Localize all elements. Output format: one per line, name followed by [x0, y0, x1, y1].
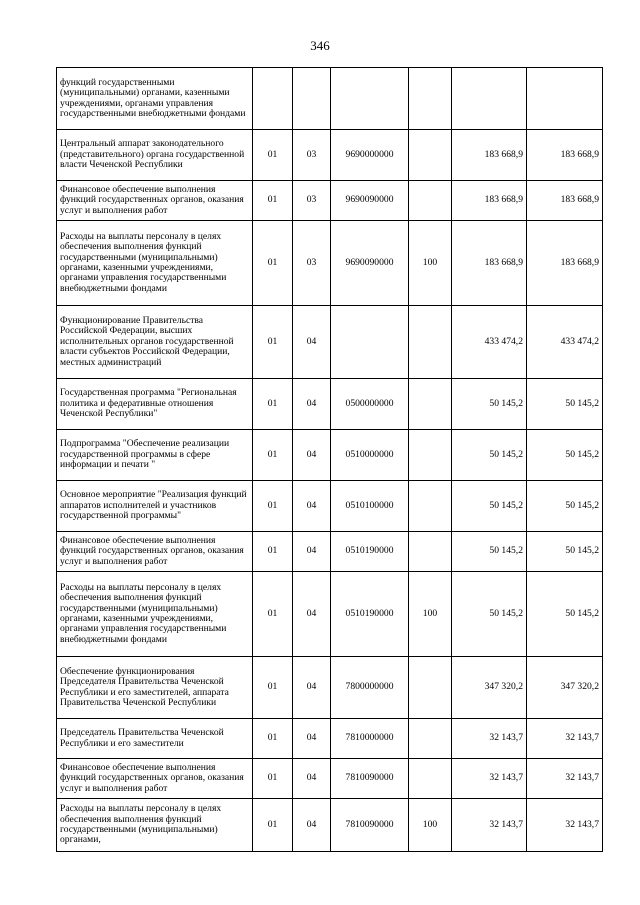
cell-subsection: [293, 68, 331, 130]
cell-subsection: 03: [293, 130, 331, 181]
table-row: [57, 799, 603, 852]
cell-target-article: 7810000000: [331, 719, 409, 759]
cell-amount-2: 183 668,9: [527, 130, 603, 181]
cell-amount-2: 433 474,2: [527, 306, 603, 379]
cell-amount-2: 50 145,2: [527, 572, 603, 657]
cell-section: 01: [253, 181, 293, 221]
cell-expense-type: [409, 532, 452, 572]
cell-target-article: 0510190000: [331, 572, 409, 657]
cell-amount-2: 183 668,9: [527, 221, 603, 306]
cell-target-article: 9690000000: [331, 130, 409, 181]
cell-target-article: 7810090000: [331, 799, 409, 852]
cell-expense-type: [409, 657, 452, 719]
cell-amount-1: 183 668,9: [452, 221, 527, 306]
cell-amount-1: 50 145,2: [452, 572, 527, 657]
cell-name: Государственная программа "Региональная политика и федеративные отношения Чеченской Республики": [57, 379, 253, 430]
cell-amount-1: 32 143,7: [452, 799, 527, 852]
cell-subsection: 04: [293, 379, 331, 430]
table-body: [57, 68, 603, 852]
table-row: [57, 657, 603, 719]
cell-amount-1: 183 668,9: [452, 130, 527, 181]
cell-subsection: 04: [293, 481, 331, 532]
cell-amount-1: 50 145,2: [452, 532, 527, 572]
cell-amount-1: 50 145,2: [452, 481, 527, 532]
cell-amount-2: 50 145,2: [527, 379, 603, 430]
table-row: [57, 306, 603, 379]
cell-expense-type: [409, 759, 452, 799]
cell-target-article: 9690090000: [331, 181, 409, 221]
cell-expense-type: [409, 379, 452, 430]
cell-name: Финансовое обеспечение выполнения функций государственных органов, оказания услуг и выполнения работ: [57, 759, 253, 799]
cell-amount-1: 32 143,7: [452, 719, 527, 759]
cell-expense-type: [409, 181, 452, 221]
table-row: [57, 481, 603, 532]
cell-name: Расходы на выплаты персоналу в целях обеспечения выполнения функций государственными (муниципальными) органами, казенными учреждениями, органами управления государственными внебюджетными фондами: [57, 221, 253, 306]
cell-section: 01: [253, 799, 293, 852]
cell-expense-type: [409, 68, 452, 130]
page-number: 346: [310, 38, 330, 53]
cell-subsection: 03: [293, 221, 331, 306]
cell-target-article: 0500000000: [331, 379, 409, 430]
table-row: [57, 379, 603, 430]
cell-subsection: 04: [293, 572, 331, 657]
cell-section: 01: [253, 532, 293, 572]
cell-name: Финансовое обеспечение выполнения функций государственных органов, оказания услуг и выполнения работ: [57, 181, 253, 221]
cell-expense-type: [409, 130, 452, 181]
cell-section: 01: [253, 130, 293, 181]
cell-amount-1: 183 668,9: [452, 181, 527, 221]
cell-amount-2: 32 143,7: [527, 799, 603, 852]
cell-subsection: 04: [293, 799, 331, 852]
cell-amount-1: 50 145,2: [452, 430, 527, 481]
cell-amount-2: 50 145,2: [527, 430, 603, 481]
cell-subsection: 04: [293, 657, 331, 719]
cell-section: 01: [253, 657, 293, 719]
cell-expense-type: 100: [409, 799, 452, 852]
cell-section: 01: [253, 572, 293, 657]
cell-name: Расходы на выплаты персоналу в целях обеспечения выполнения функций государственными (муниципальными) органами, казенными учреждениями, органами управления государственными внебюджетными фондами: [57, 572, 253, 657]
cell-section: [253, 68, 293, 130]
cell-amount-2: 50 145,2: [527, 481, 603, 532]
cell-section: 01: [253, 306, 293, 379]
table-row: [57, 759, 603, 799]
cell-amount-2: 32 143,7: [527, 719, 603, 759]
cell-section: 01: [253, 481, 293, 532]
cell-expense-type: 100: [409, 572, 452, 657]
cell-target-article: 0510000000: [331, 430, 409, 481]
cell-expense-type: [409, 719, 452, 759]
cell-target-article: [331, 306, 409, 379]
cell-expense-type: [409, 481, 452, 532]
cell-expense-type: [409, 306, 452, 379]
cell-target-article: 7810090000: [331, 759, 409, 799]
table-row: [57, 532, 603, 572]
cell-name: Основное мероприятие "Реализация функций аппаратов исполнителей и участников государственной программы": [57, 481, 253, 532]
cell-subsection: 04: [293, 430, 331, 481]
cell-name: функций государственными (муниципальными) органами, казенными учреждениями, органами управления государственными внебюджетными фондами: [57, 68, 253, 130]
cell-section: 01: [253, 379, 293, 430]
cell-name: Председатель Правительства Чеченской Республики и его заместители: [57, 719, 253, 759]
cell-target-article: 7800000000: [331, 657, 409, 719]
budget-table: [56, 67, 603, 852]
cell-target-article: 0510190000: [331, 532, 409, 572]
cell-subsection: 04: [293, 306, 331, 379]
cell-name: Центральный аппарат законодательного (представительного) органа государственной власти Чеченской Республики: [57, 130, 253, 181]
cell-section: 01: [253, 719, 293, 759]
cell-amount-1: 433 474,2: [452, 306, 527, 379]
cell-amount-2: 183 668,9: [527, 181, 603, 221]
table-row: [57, 68, 603, 130]
table-row: [57, 719, 603, 759]
cell-section: 01: [253, 221, 293, 306]
cell-name: Расходы на выплаты персоналу в целях обеспечения выполнения функций государственными (муниципальными) органами,: [57, 799, 253, 852]
cell-name: Подпрограмма "Обеспечение реализации государственной программы в сфере информации и печати ": [57, 430, 253, 481]
cell-subsection: 04: [293, 759, 331, 799]
cell-target-article: [331, 68, 409, 130]
cell-name: Функционирование Правительства Российской Федерации, высших исполнительных органов государственной власти субъектов Российской Федерации, местных администраций: [57, 306, 253, 379]
cell-amount-2: 32 143,7: [527, 759, 603, 799]
table-row: [57, 130, 603, 181]
cell-name: Финансовое обеспечение выполнения функций государственных органов, оказания услуг и выполнения работ: [57, 532, 253, 572]
cell-subsection: 04: [293, 532, 331, 572]
cell-target-article: 9690090000: [331, 221, 409, 306]
table-row: [57, 572, 603, 657]
cell-expense-type: [409, 430, 452, 481]
cell-subsection: 04: [293, 719, 331, 759]
cell-name: Обеспечение функционирования Председателя Правительства Чеченской Республики и его заместителей, аппарата Правительства Чеченской Республики: [57, 657, 253, 719]
cell-amount-2: [527, 68, 603, 130]
cell-amount-1: 50 145,2: [452, 379, 527, 430]
cell-amount-1: 347 320,2: [452, 657, 527, 719]
cell-target-article: 0510100000: [331, 481, 409, 532]
cell-section: 01: [253, 430, 293, 481]
table-row: [57, 221, 603, 306]
cell-amount-2: 50 145,2: [527, 532, 603, 572]
table-row: [57, 430, 603, 481]
cell-expense-type: 100: [409, 221, 452, 306]
cell-subsection: 03: [293, 181, 331, 221]
table-row: [57, 181, 603, 221]
cell-amount-1: [452, 68, 527, 130]
cell-section: 01: [253, 759, 293, 799]
cell-amount-1: 32 143,7: [452, 759, 527, 799]
cell-amount-2: 347 320,2: [527, 657, 603, 719]
